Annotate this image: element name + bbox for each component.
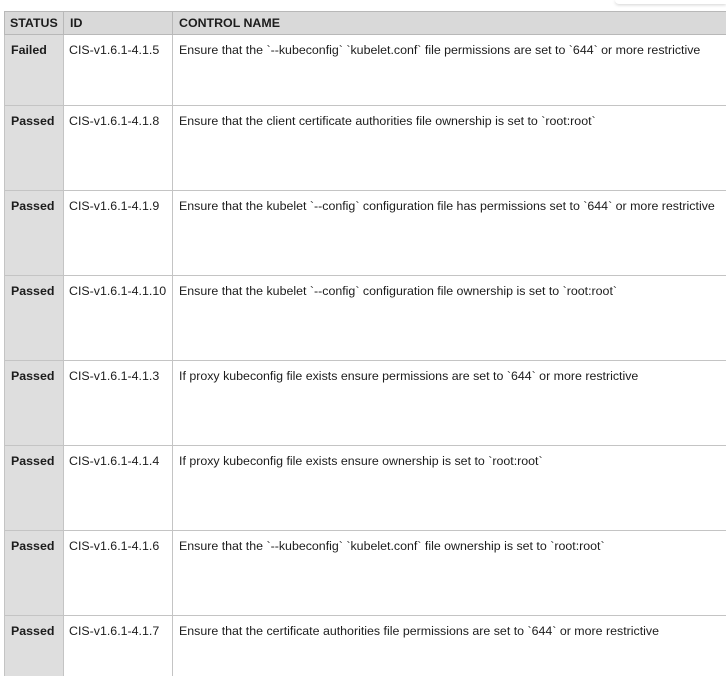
control-name-cell: If proxy kubeconfig file exists ensure ownership is set to `root:root` bbox=[173, 446, 726, 531]
id-cell: CIS-v1.6.1-4.1.4 bbox=[64, 446, 173, 531]
status-cell: Failed bbox=[5, 35, 64, 106]
status-cell: Passed bbox=[5, 361, 64, 446]
id-cell: CIS-v1.6.1-4.1.5 bbox=[64, 35, 173, 106]
table-row bbox=[5, 531, 726, 616]
compliance-results-table bbox=[4, 11, 726, 676]
control-name-cell: Ensure that the kubelet `--config` configuration file has permissions set to `644` or more restrictive bbox=[173, 191, 726, 276]
window-edge bbox=[615, 0, 726, 4]
control-name-cell: If proxy kubeconfig file exists ensure permissions are set to `644` or more restrictive bbox=[173, 361, 726, 446]
column-header-id: ID bbox=[64, 12, 173, 35]
table-row bbox=[5, 276, 726, 361]
column-header-control-name: CONTROL NAME bbox=[173, 12, 726, 35]
table-row bbox=[5, 191, 726, 276]
table-row bbox=[5, 616, 726, 676]
table-row bbox=[5, 106, 726, 191]
status-cell: Passed bbox=[5, 531, 64, 616]
control-name-cell: Ensure that the certificate authorities file permissions are set to `644` or more restrictive bbox=[173, 616, 726, 676]
id-cell: CIS-v1.6.1-4.1.10 bbox=[64, 276, 173, 361]
status-cell: Passed bbox=[5, 106, 64, 191]
table-row bbox=[5, 361, 726, 446]
column-header-status: STATUS bbox=[5, 12, 64, 35]
status-cell: Passed bbox=[5, 276, 64, 361]
table-row bbox=[5, 35, 726, 106]
control-name-cell: Ensure that the `--kubeconfig` `kubelet.conf` file permissions are set to `644` or more restrictive bbox=[173, 35, 726, 106]
status-cell: Passed bbox=[5, 446, 64, 531]
id-cell: CIS-v1.6.1-4.1.6 bbox=[64, 531, 173, 616]
control-name-cell: Ensure that the client certificate authorities file ownership is set to `root:root` bbox=[173, 106, 726, 191]
id-cell: CIS-v1.6.1-4.1.9 bbox=[64, 191, 173, 276]
table-header-row bbox=[5, 12, 726, 35]
control-name-cell: Ensure that the kubelet `--config` configuration file ownership is set to `root:root` bbox=[173, 276, 726, 361]
id-cell: CIS-v1.6.1-4.1.3 bbox=[64, 361, 173, 446]
id-cell: CIS-v1.6.1-4.1.8 bbox=[64, 106, 173, 191]
control-name-cell: Ensure that the `--kubeconfig` `kubelet.conf` file ownership is set to `root:root` bbox=[173, 531, 726, 616]
id-cell: CIS-v1.6.1-4.1.7 bbox=[64, 616, 173, 676]
status-cell: Passed bbox=[5, 191, 64, 276]
status-cell: Passed bbox=[5, 616, 64, 676]
table-row bbox=[5, 446, 726, 531]
